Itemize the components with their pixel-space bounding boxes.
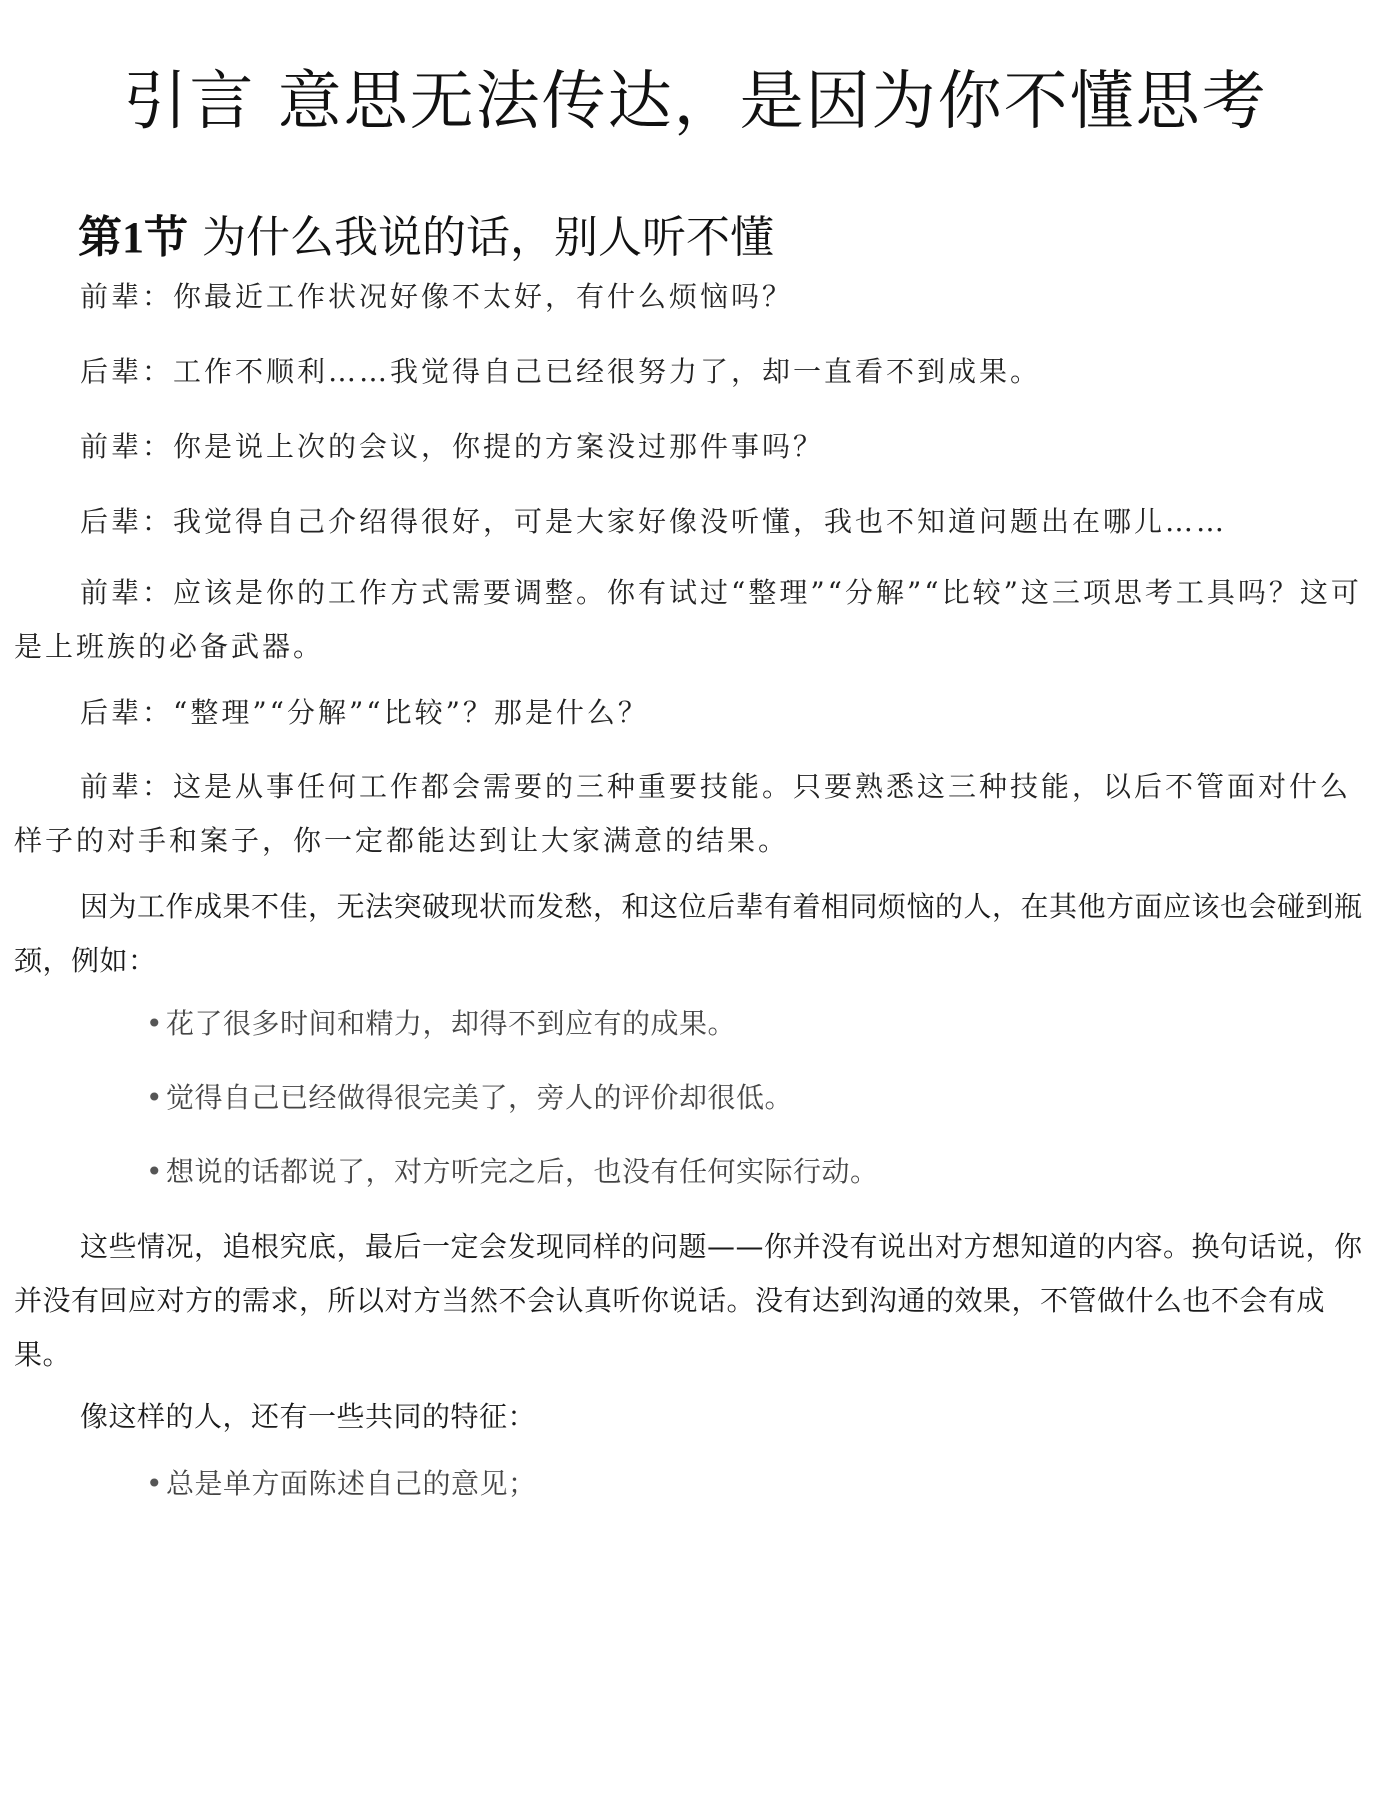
body-paragraph: 像这样的人，还有一些共同的特征： (80, 1400, 537, 1433)
bullet-marker: • (146, 1081, 164, 1114)
chapter-title: 引言 意思无法传达，是因为你不懂思考 (123, 65, 1268, 139)
dialogue-line: 后辈：我觉得自己介绍得很好，可是大家好像没听懂，我也不知道问题出在哪儿…… (80, 505, 1228, 538)
bullet-item (146, 1076, 1366, 1120)
bullet-item (146, 1150, 1366, 1194)
dialogue-line: 前辈：这是从事任何工作都会需要的三种重要技能。只要熟悉这三种技能，以后不管面对什么样子的对手和案子，你一定都能达到让大家满意的结果。 (14, 770, 1352, 857)
body-paragraph: 这些情况，追根究底，最后一定会发现同样的问题——你并没有说出对方想知道的内容。换句话说，你并没有回应对方的需求，所以对方当然不会认真听你说话。没有达到沟通的效果，不管做什么也不会有成果。 (14, 1230, 1363, 1371)
dialogue-line: 前辈：你是说上次的会议，你提的方案没过那件事吗？ (80, 430, 825, 463)
bullet-marker: • (146, 1007, 164, 1040)
dialogue-line: 前辈：应该是你的工作方式需要调整。你有试过“整理”“分解”“比较”这三项思考工具吗？这可是上班族的必备武器。 (14, 576, 1362, 663)
section-number: 第1节 (78, 213, 188, 262)
bullet-marker: • (146, 1467, 164, 1500)
bullet-item (146, 1462, 1366, 1506)
bullet-marker: • (146, 1155, 164, 1188)
bullet-text: 觉得自己已经做得很完美了，旁人的评价却很低。 (166, 1081, 794, 1114)
section-title (78, 210, 774, 266)
body-paragraph: 因为工作成果不佳，无法突破现状而发愁，和这位后辈有着相同烦恼的人，在其他方面应该也会碰到瓶颈，例如： (14, 890, 1363, 977)
bullet-item (146, 1002, 1366, 1046)
dialogue-line: 前辈：你最近工作状况好像不太好，有什么烦恼吗？ (80, 280, 794, 313)
bullet-text: 总是单方面陈述自己的意见； (166, 1467, 537, 1500)
section-title-text: 为什么我说的话，别人听不懂 (202, 212, 774, 263)
bullet-text: 想说的话都说了，对方听完之后，也没有任何实际行动。 (166, 1155, 879, 1188)
dialogue-line: 后辈：“整理”“分解”“比较”？那是什么？ (80, 696, 649, 729)
dialogue-line: 后辈：工作不顺利……我觉得自己已经很努力了，却一直看不到成果。 (80, 355, 1042, 388)
bullet-text: 花了很多时间和精力，却得不到应有的成果。 (166, 1007, 737, 1040)
